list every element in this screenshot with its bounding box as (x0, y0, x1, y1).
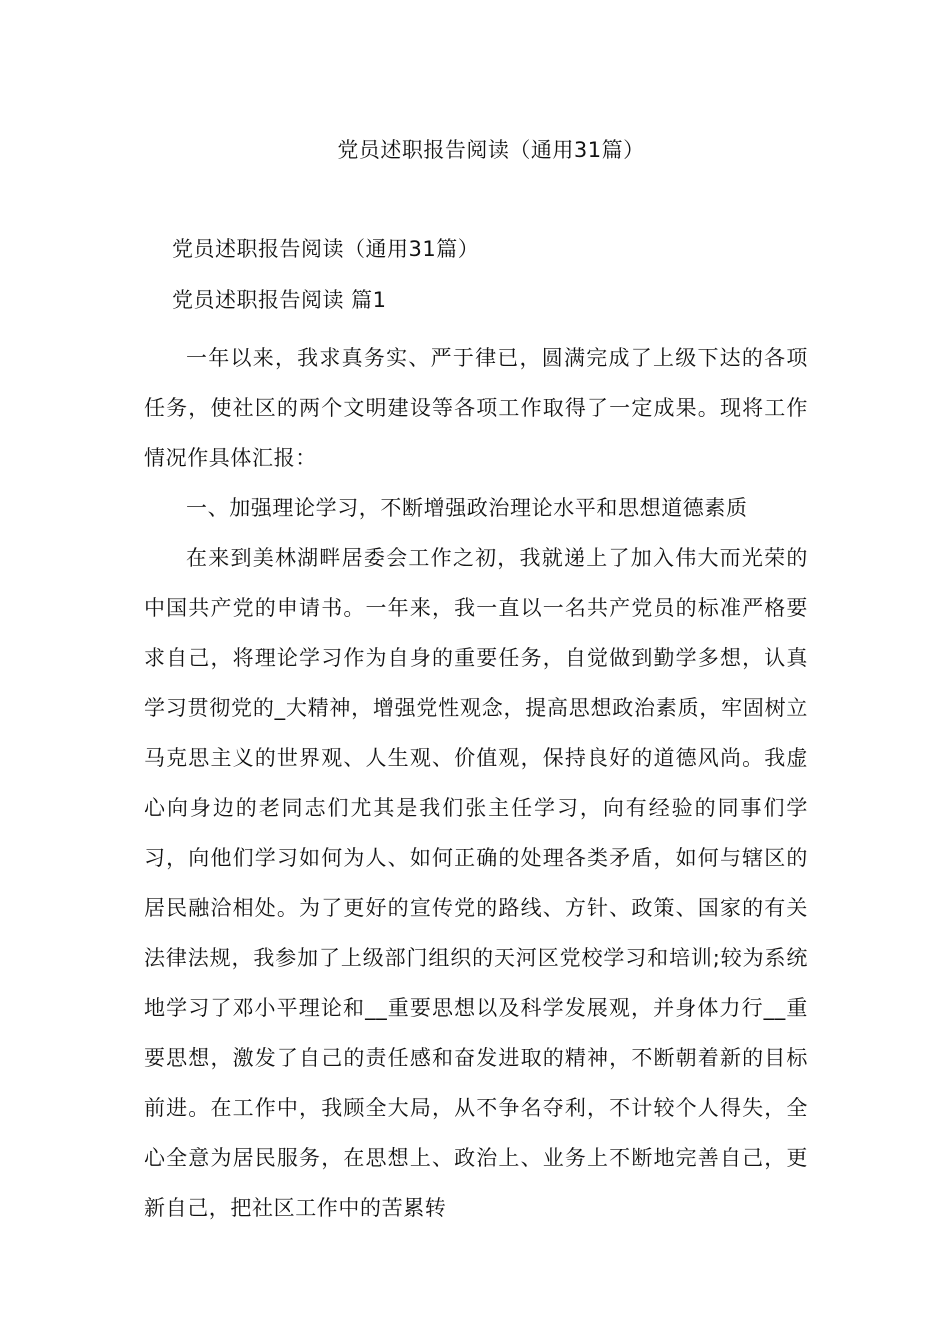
section-heading: 党员述职报告阅读 篇1 (172, 288, 387, 312)
section-1-heading: 一、加强理论学习，不断增强政治理论水平和思想道德素质 (186, 496, 748, 520)
body-paragraph: 在来到美林湖畔居委会工作之初，我就递上了加入伟大而光荣的中国共产党的申请书。一年来，我一直以一名共产党员的标准严格要求自己，将理论学习作为自身的重要任务，自觉做到勤学多想，认真学习贯彻党的_大精神，增强党性观念，提高思想政治素质，牢固树立马克思主义的世界观、人生观、价值观，保持良好的道德风尚。我虚心向身边的老同志们尤其是我们张主任学习，向有经验的同事们学习，向他们学习如何为人、如何正确的处理各类矛盾，如何与辖区的居民融洽相处。为了更好的宣传党的路线、方针、政策、国家的有关法律法规，我参加了上级部门组织的天河区党校学习和培训;较为系统地学习了邓小平理论和__重要思想以及科学发展观，并身体力行__重要思想，激发了自己的责任感和奋发进取的精神，不断朝着新的目标前进。在工作中，我顾全大局，从不争名夺利，不计较个人得失，全心全意为居民服务，在思想上、政治上、业务上不断地完善自己，更新自己，把社区工作中的苦累转 (144, 546, 808, 1220)
document-title: 党员述职报告阅读（通用31篇） (337, 138, 645, 162)
intro-paragraph: 一年以来，我求真务实、严于律已，圆满完成了上级下达的各项任务，使社区的两个文明建设等各项工作取得了一定成果。现将工作情况作具体汇报： (144, 346, 808, 470)
document-subtitle: 党员述职报告阅读（通用31篇） (172, 237, 480, 261)
document-body (144, 333, 808, 1233)
